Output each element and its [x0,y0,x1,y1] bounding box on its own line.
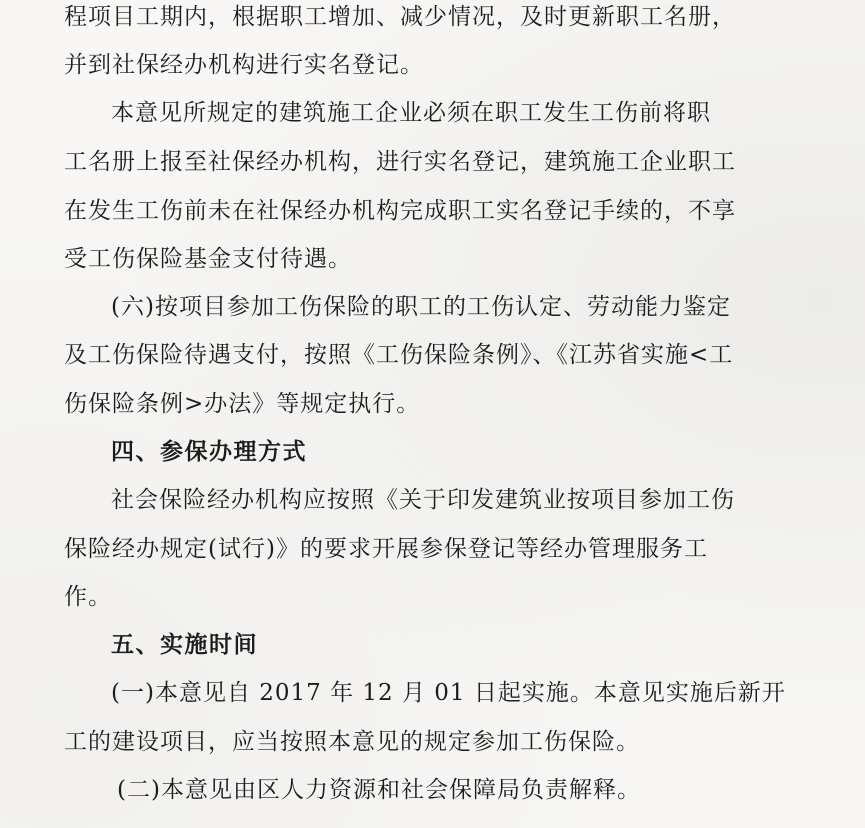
paragraph-line: 保险经办规定(试行)》的要求开展参保登记等经办管理服务工 [64,536,708,562]
paragraph-line: (二)本意见由区人力资源和社会保障局负责解释。 [117,777,641,803]
paragraph-line: 程项目工期内，根据职工增加、减少情况，及时更新职工名册， [64,4,736,30]
paragraph-line: 并到社保经办机构进行实名登记。 [64,52,424,78]
paragraph-line: 及工伤保险待遇支付，按照《工伤保险条例》、《江苏省实施<工 [64,342,734,368]
section-heading: 五、实施时间 [111,632,258,658]
paragraph-line: 受工伤保险基金支付待遇。 [64,246,352,272]
paragraph-line: 工名册上报至社保经办机构，进行实名登记，建筑施工企业职工 [64,149,736,175]
paragraph-line: 社会保险经办机构应按照《关于印发建筑业按项目参加工伤 [111,487,735,513]
paragraph-line: 作。 [64,584,112,610]
paragraph-line: (六)按项目参加工伤保险的职工的工伤认定、劳动能力鉴定 [111,294,731,320]
paragraph-line: (一)本意见自 2017 年 12 月 01 日起实施。本意见实施后新开 [111,680,786,706]
paragraph-line: 伤保险条例>办法》等规定执行。 [64,391,421,417]
paragraph-line: 工的建设项目，应当按照本意见的规定参加工伤保险。 [64,729,640,755]
section-heading: 四、参保办理方式 [111,439,307,465]
paragraph-line: 本意见所规定的建筑施工企业必须在职工发生工伤前将职 [111,100,711,126]
paragraph-line: 在发生工伤前未在社保经办机构完成职工实名登记手续的，不享 [64,198,736,224]
